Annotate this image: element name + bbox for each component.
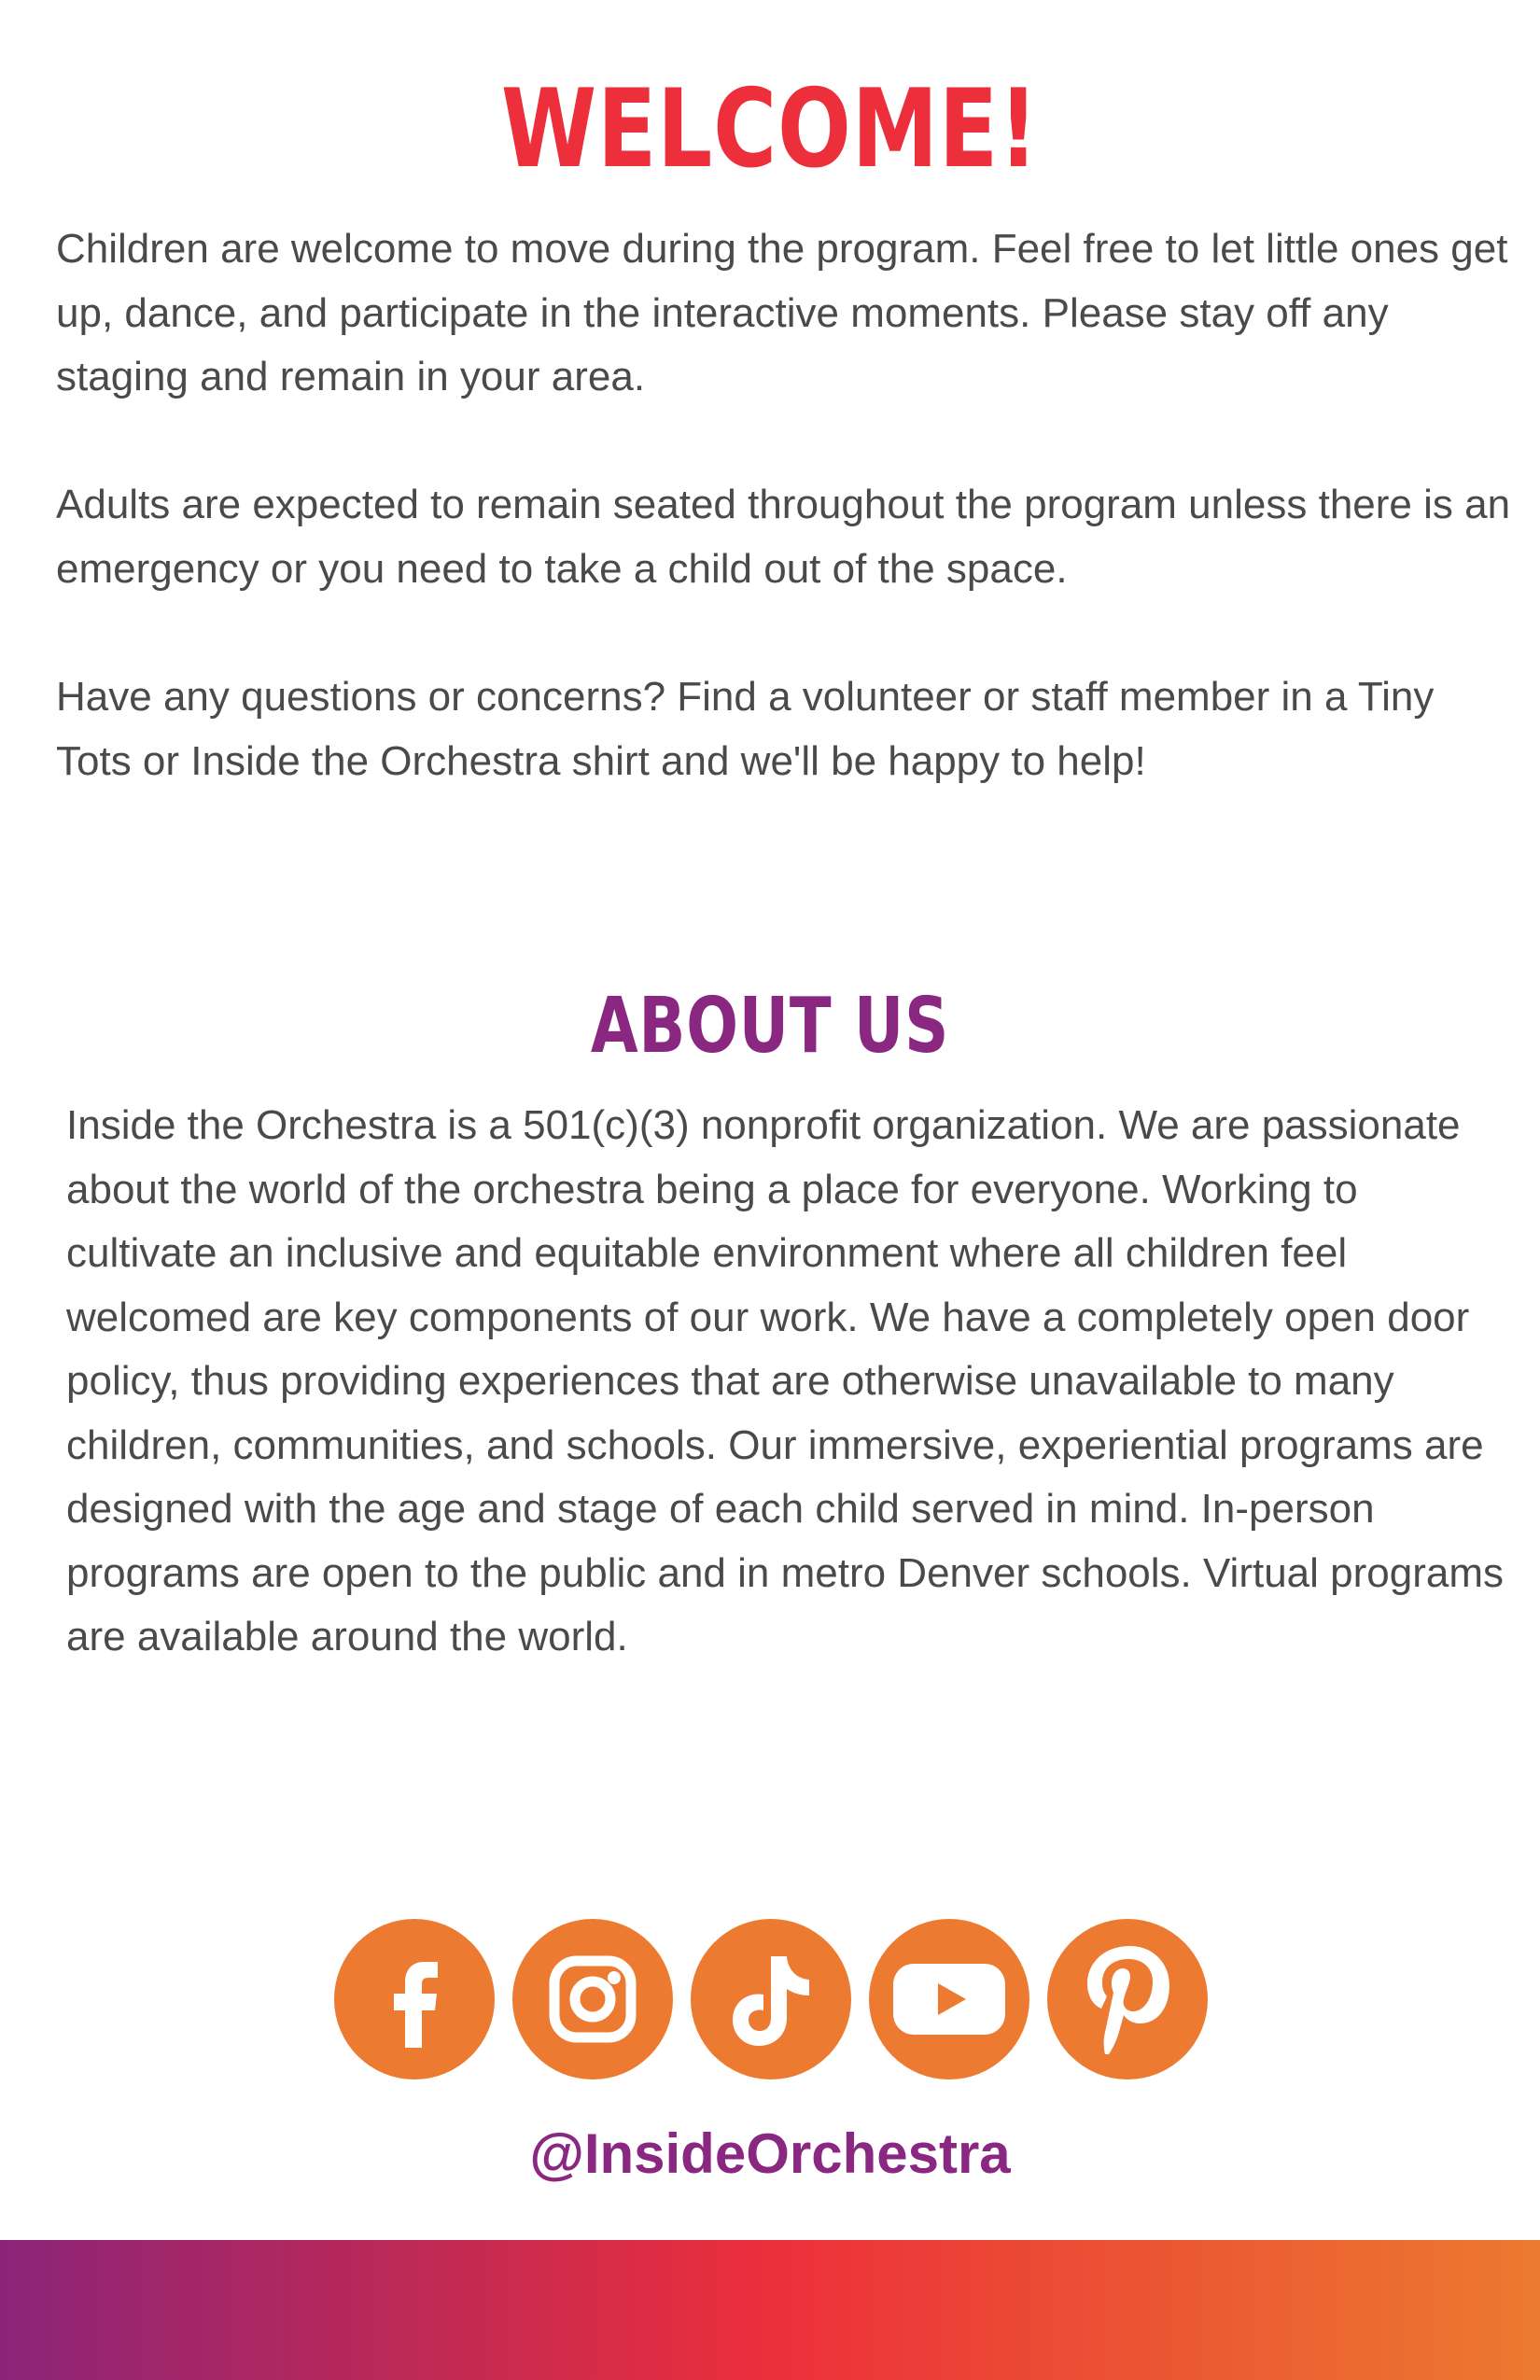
facebook-icon[interactable] <box>334 1919 495 2079</box>
social-handle[interactable]: @InsideOrchestra <box>529 2122 1011 2185</box>
gradient-footer-bar <box>0 2240 1540 2380</box>
welcome-paragraph-children: Children are welcome to move during the program. Feel free to let little ones get up, dance, and participate in the interactive moments. Please stay off any staging and remain in your area. <box>56 226 1508 399</box>
about-paragraph: Inside the Orchestra is a 501(c)(3) nonprofit organization. We are passionate about the world of the orchestra being a place for everyone. Working to cultivate an inclusive and equitable environment where all children feel welcomed are key components of our work. We have a completely open door policy, thus providing experiences that are otherwise unavailable to many children, communities, and schools. Our immersive, experiential programs are designed with the age and stage of each child served in mind. In-person programs are open to the public and in metro Denver schools. Virtual programs are available around the world. <box>66 1102 1504 1659</box>
welcome-paragraph-adults: Adults are expected to remain seated throughout the program unless there is an emergency or you need to take a child out of the space. <box>56 482 1511 592</box>
tiktok-icon[interactable] <box>691 1919 851 2079</box>
about-heading: ABOUT US <box>590 982 950 1071</box>
pinterest-icon[interactable] <box>1047 1919 1208 2079</box>
welcome-paragraph-questions: Have any questions or concerns? Find a volunteer or staff member in a Tiny Tots or Inside the Orchestra shirt and we'll be happy to help! <box>56 674 1435 784</box>
youtube-icon[interactable] <box>869 1919 1029 2079</box>
welcome-heading: WELCOME! <box>500 66 1040 192</box>
social-icons-row <box>334 1919 1208 2079</box>
instagram-icon[interactable] <box>512 1919 673 2079</box>
